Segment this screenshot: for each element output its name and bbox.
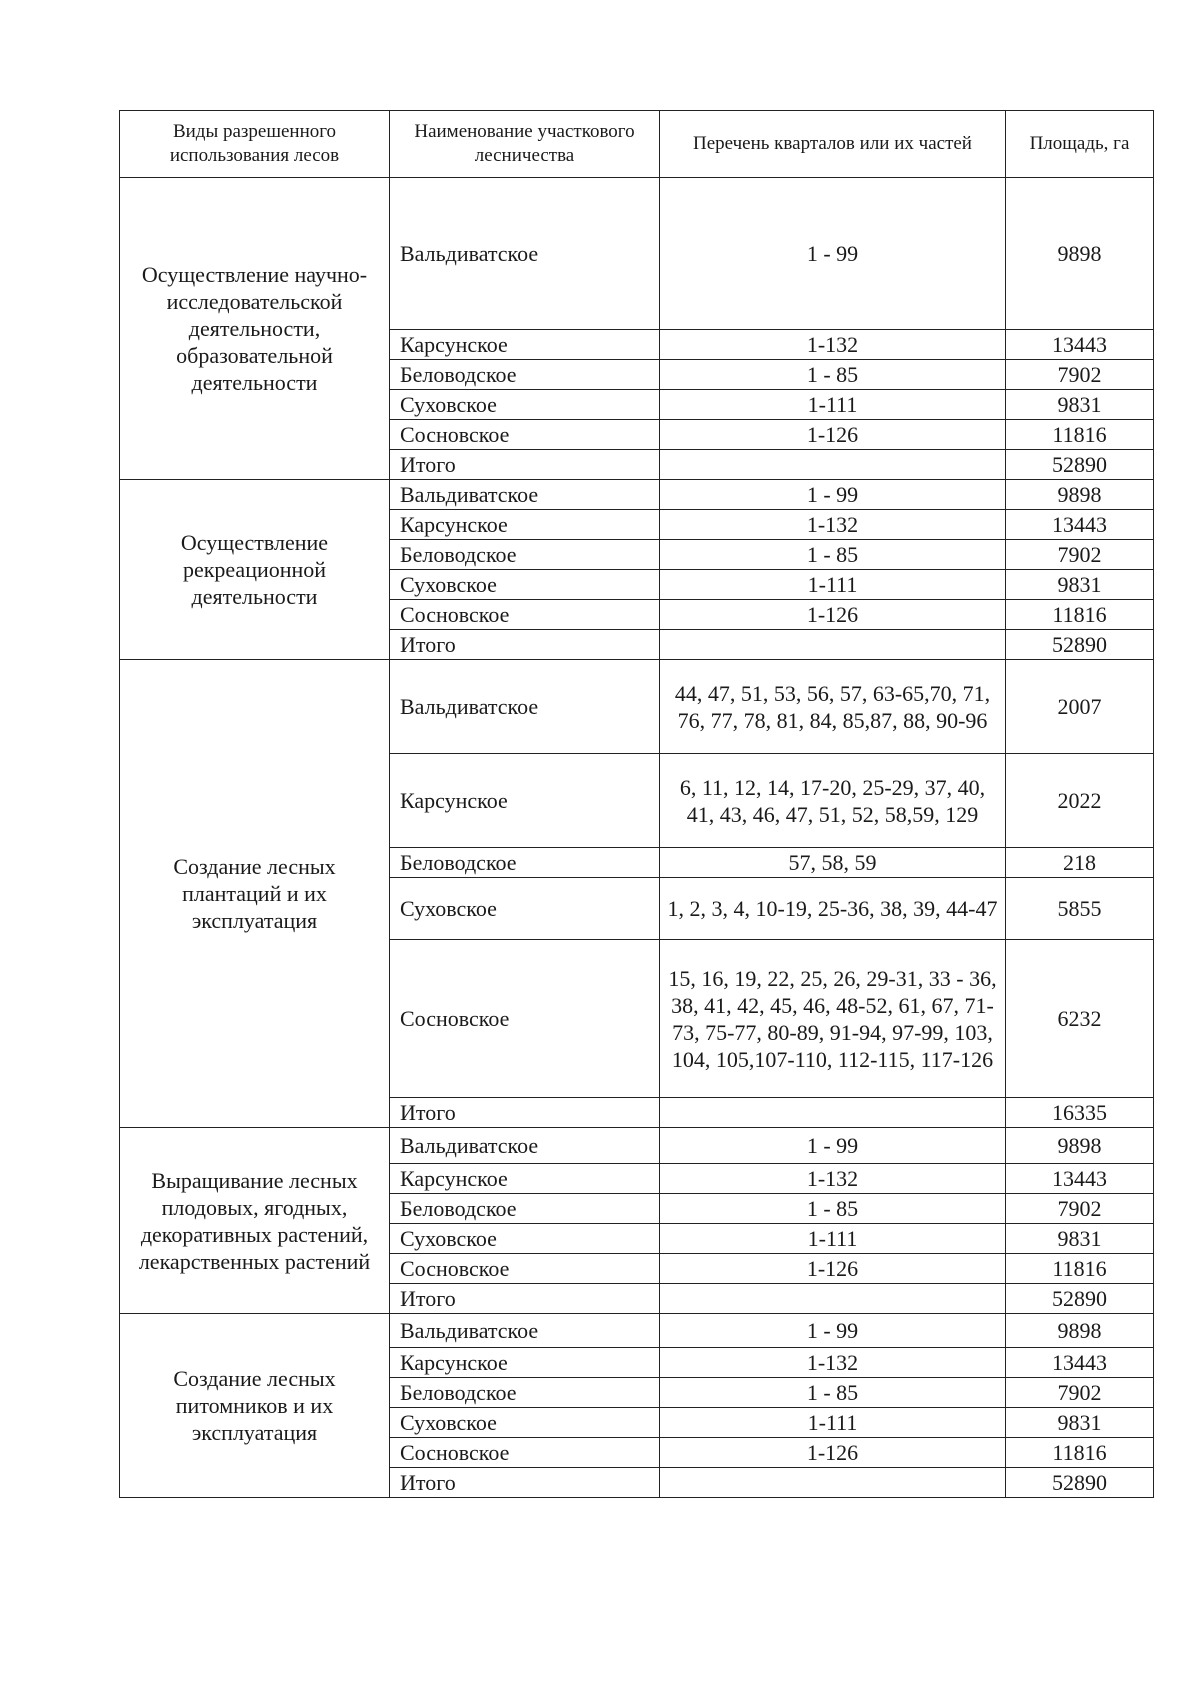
forestry-cell: Карсунское: [390, 1348, 660, 1378]
table-body: [120, 178, 1154, 1498]
forestry-cell: Беловодское: [390, 848, 660, 878]
quarters-cell: 1-126: [660, 1254, 1006, 1284]
forestry-cell: Беловодское: [390, 360, 660, 390]
area-cell: 9898: [1006, 178, 1154, 330]
forestry-cell: Суховское: [390, 1224, 660, 1254]
table-row: [120, 1128, 1154, 1164]
quarters-cell: 1-132: [660, 1348, 1006, 1378]
forestry-cell: Вальдиватское: [390, 1128, 660, 1164]
forestry-cell: Вальдиватское: [390, 178, 660, 330]
quarters-cell: 1-132: [660, 510, 1006, 540]
header-row: [120, 111, 1154, 178]
forest-use-table: [119, 110, 1154, 1498]
quarters-cell: 1-111: [660, 1224, 1006, 1254]
area-cell: 9831: [1006, 390, 1154, 420]
quarters-cell: 1-126: [660, 1438, 1006, 1468]
header-use-type: Виды разрешенного использования лесов: [120, 111, 390, 178]
area-cell: 5855: [1006, 878, 1154, 940]
quarters-cell: 1-132: [660, 1164, 1006, 1194]
quarters-cell: 1 - 85: [660, 1378, 1006, 1408]
forestry-cell: Вальдиватское: [390, 1314, 660, 1348]
use-type-cell: Создание лесных плантаций и их эксплуатация: [120, 660, 390, 1128]
area-cell: 2022: [1006, 754, 1154, 848]
area-cell: 52890: [1006, 1468, 1154, 1498]
quarters-cell: 1-111: [660, 570, 1006, 600]
forestry-cell: Итого: [390, 630, 660, 660]
forestry-cell: Беловодское: [390, 1378, 660, 1408]
area-cell: 7902: [1006, 1194, 1154, 1224]
use-type-cell: Выращивание лесных плодовых, ягодных, декоративных растений, лекарственных растений: [120, 1128, 390, 1314]
area-cell: 7902: [1006, 540, 1154, 570]
forestry-cell: Сосновское: [390, 600, 660, 630]
area-cell: 6232: [1006, 940, 1154, 1098]
forestry-cell: Итого: [390, 1468, 660, 1498]
quarters-cell: [660, 1098, 1006, 1128]
area-cell: 9898: [1006, 1314, 1154, 1348]
quarters-cell: 1 - 85: [660, 1194, 1006, 1224]
table-row: [120, 480, 1154, 510]
table-row: [120, 660, 1154, 754]
forestry-cell: Суховское: [390, 570, 660, 600]
area-cell: 9831: [1006, 1408, 1154, 1438]
forestry-cell: Суховское: [390, 390, 660, 420]
table-row: [120, 1314, 1154, 1348]
forestry-cell: Итого: [390, 1284, 660, 1314]
forestry-cell: Карсунское: [390, 754, 660, 848]
quarters-cell: 6, 11, 12, 14, 17-20, 25-29, 37, 40, 41, 43, 46, 47, 51, 52, 58,59, 129: [660, 754, 1006, 848]
header-area: Площадь, га: [1006, 111, 1154, 178]
area-cell: 9831: [1006, 570, 1154, 600]
quarters-cell: 1 - 99: [660, 1128, 1006, 1164]
area-cell: 9898: [1006, 480, 1154, 510]
forestry-cell: Беловодское: [390, 1194, 660, 1224]
use-type-cell: Осуществление рекреационной деятельности: [120, 480, 390, 660]
quarters-cell: 44, 47, 51, 53, 56, 57, 63-65,70, 71, 76, 77, 78, 81, 84, 85,87, 88, 90-96: [660, 660, 1006, 754]
area-cell: 13443: [1006, 330, 1154, 360]
quarters-cell: 1-111: [660, 390, 1006, 420]
quarters-cell: 1-132: [660, 330, 1006, 360]
header-quarters: Перечень кварталов или их частей: [660, 111, 1006, 178]
quarters-cell: [660, 1468, 1006, 1498]
forestry-cell: Сосновское: [390, 1438, 660, 1468]
forestry-cell: Сосновское: [390, 420, 660, 450]
forestry-cell: Карсунское: [390, 510, 660, 540]
area-cell: 11816: [1006, 420, 1154, 450]
area-cell: 9831: [1006, 1224, 1154, 1254]
quarters-cell: 1-126: [660, 600, 1006, 630]
quarters-cell: 1 - 85: [660, 360, 1006, 390]
quarters-cell: [660, 630, 1006, 660]
use-type-cell: Создание лесных питомников и их эксплуатация: [120, 1314, 390, 1498]
area-cell: 11816: [1006, 1254, 1154, 1284]
area-cell: 2007: [1006, 660, 1154, 754]
area-cell: 218: [1006, 848, 1154, 878]
forestry-cell: Сосновское: [390, 940, 660, 1098]
area-cell: 7902: [1006, 360, 1154, 390]
area-cell: 11816: [1006, 1438, 1154, 1468]
forestry-cell: Карсунское: [390, 330, 660, 360]
quarters-cell: 1-126: [660, 420, 1006, 450]
area-cell: 52890: [1006, 1284, 1154, 1314]
area-cell: 13443: [1006, 1164, 1154, 1194]
forestry-cell: Беловодское: [390, 540, 660, 570]
quarters-cell: 15, 16, 19, 22, 25, 26, 29-31, 33 - 36, 38, 41, 42, 45, 46, 48-52, 61, 67, 71-73, 75-77, 80-89, 91-94, 97-99, 103, 104, 105,107-110, 112-115, 117-126: [660, 940, 1006, 1098]
quarters-cell: [660, 450, 1006, 480]
forestry-cell: Сосновское: [390, 1254, 660, 1284]
area-cell: 11816: [1006, 600, 1154, 630]
area-cell: 7902: [1006, 1378, 1154, 1408]
forestry-cell: Суховское: [390, 878, 660, 940]
area-cell: 52890: [1006, 630, 1154, 660]
forestry-cell: Итого: [390, 1098, 660, 1128]
area-cell: 52890: [1006, 450, 1154, 480]
quarters-cell: 1 - 99: [660, 1314, 1006, 1348]
quarters-cell: 1 - 99: [660, 178, 1006, 330]
forestry-cell: Карсунское: [390, 1164, 660, 1194]
forestry-cell: Суховское: [390, 1408, 660, 1438]
area-cell: 16335: [1006, 1098, 1154, 1128]
quarters-cell: 1 - 85: [660, 540, 1006, 570]
quarters-cell: 1 - 99: [660, 480, 1006, 510]
quarters-cell: [660, 1284, 1006, 1314]
area-cell: 13443: [1006, 1348, 1154, 1378]
forestry-cell: Вальдиватское: [390, 480, 660, 510]
forestry-cell: Вальдиватское: [390, 660, 660, 754]
quarters-cell: 1, 2, 3, 4, 10-19, 25-36, 38, 39, 44-47: [660, 878, 1006, 940]
forestry-cell: Итого: [390, 450, 660, 480]
table-row: [120, 178, 1154, 330]
quarters-cell: 57, 58, 59: [660, 848, 1006, 878]
use-type-cell: Осуществление научно-исследовательской деятельности, образовательной деятельности: [120, 178, 390, 480]
header-forestry: Наименование участкового лесничества: [390, 111, 660, 178]
area-cell: 13443: [1006, 510, 1154, 540]
area-cell: 9898: [1006, 1128, 1154, 1164]
quarters-cell: 1-111: [660, 1408, 1006, 1438]
